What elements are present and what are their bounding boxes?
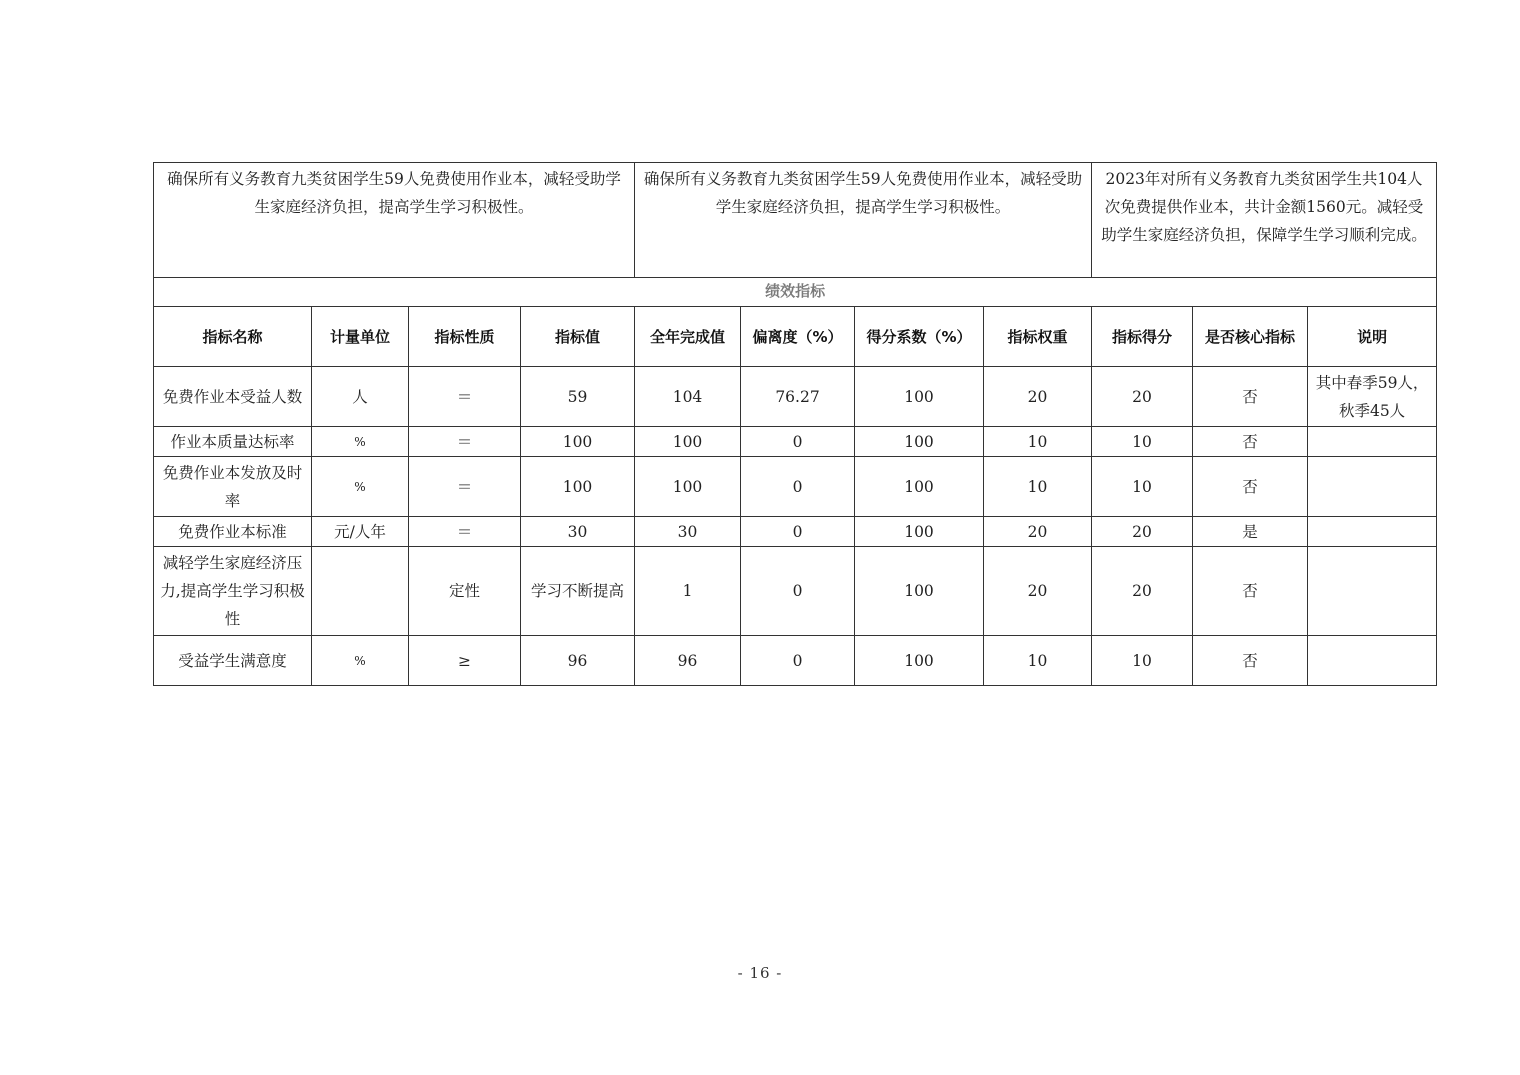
page-number: - 16 - — [737, 964, 783, 982]
cell-score: 20 — [1092, 367, 1193, 427]
goal-summary-table — [153, 162, 1437, 278]
table-row — [154, 427, 1437, 457]
cell-remarks: 其中春季59人，秋季45人 — [1308, 367, 1437, 427]
cell-score-coefficient: 100 — [855, 427, 984, 457]
header-score-coefficient: 得分系数（%） — [855, 307, 984, 367]
cell-is-core: 否 — [1193, 636, 1308, 686]
cell-target-value: 100 — [521, 427, 635, 457]
cell-deviation: 0 — [741, 636, 855, 686]
cell-unit: 元/人年 — [312, 517, 409, 547]
cell-weight: 10 — [984, 457, 1092, 517]
table-row — [154, 367, 1437, 427]
cell-target-value: 59 — [521, 367, 635, 427]
cell-remarks — [1308, 636, 1437, 686]
header-unit: 计量单位 — [312, 307, 409, 367]
cell-indicator-name: 免费作业本发放及时率 — [154, 457, 312, 517]
cell-indicator-name: 免费作业本受益人数 — [154, 367, 312, 427]
cell-remarks — [1308, 547, 1437, 636]
cell-indicator-name: 作业本质量达标率 — [154, 427, 312, 457]
cell-weight: 20 — [984, 367, 1092, 427]
cell-target-value: 学习不断提高 — [521, 547, 635, 636]
cell-remarks — [1308, 517, 1437, 547]
cell-remarks — [1308, 457, 1437, 517]
header-row — [154, 307, 1437, 367]
cell-score-coefficient: 100 — [855, 517, 984, 547]
table-row — [154, 547, 1437, 636]
cell-deviation: 0 — [741, 427, 855, 457]
cell-score: 20 — [1092, 547, 1193, 636]
cell-nature: ＝ — [409, 367, 521, 427]
cell-score-coefficient: 100 — [855, 636, 984, 686]
cell-deviation: 0 — [741, 547, 855, 636]
header-nature: 指标性质 — [409, 307, 521, 367]
cell-unit: % — [312, 636, 409, 686]
cell-score-coefficient: 100 — [855, 547, 984, 636]
cell-indicator-name: 受益学生满意度 — [154, 636, 312, 686]
cell-indicator-name: 减轻学生家庭经济压力,提高学生学习积极性 — [154, 547, 312, 636]
header-target-value: 指标值 — [521, 307, 635, 367]
cell-score: 10 — [1092, 636, 1193, 686]
performance-indicator-table — [153, 276, 1437, 686]
cell-weight: 20 — [984, 517, 1092, 547]
header-weight: 指标权重 — [984, 307, 1092, 367]
cell-unit — [312, 547, 409, 636]
cell-target-value: 96 — [521, 636, 635, 686]
cell-nature: ≥ — [409, 636, 521, 686]
cell-indicator-name: 免费作业本标准 — [154, 517, 312, 547]
cell-nature: ＝ — [409, 457, 521, 517]
cell-score-coefficient: 100 — [855, 457, 984, 517]
cell-annual-completion: 96 — [635, 636, 741, 686]
cell-deviation: 76.27 — [741, 367, 855, 427]
section-title: 绩效指标 — [154, 276, 1437, 307]
cell-score: 10 — [1092, 457, 1193, 517]
table-row — [154, 636, 1437, 686]
header-annual-completion: 全年完成值 — [635, 307, 741, 367]
cell-target-value: 100 — [521, 457, 635, 517]
cell-nature: ＝ — [409, 517, 521, 547]
cell-unit: % — [312, 457, 409, 517]
cell-annual-completion: 100 — [635, 457, 741, 517]
cell-is-core: 否 — [1193, 427, 1308, 457]
cell-unit: % — [312, 427, 409, 457]
goal-summary-row — [154, 163, 1437, 278]
header-score: 指标得分 — [1092, 307, 1193, 367]
cell-nature: ＝ — [409, 427, 521, 457]
cell-weight: 10 — [984, 636, 1092, 686]
cell-is-core: 否 — [1193, 457, 1308, 517]
cell-annual-completion: 100 — [635, 427, 741, 457]
header-deviation: 偏离度（%） — [741, 307, 855, 367]
annual-goal-cell: 确保所有义务教育九类贫困学生59人免费使用作业本，减轻受助学生家庭经济负担，提高学生学习积极性。 — [154, 163, 635, 278]
header-indicator-name: 指标名称 — [154, 307, 312, 367]
cell-weight: 20 — [984, 547, 1092, 636]
actual-completion-cell: 2023年对所有义务教育九类贫困学生共104人次免费提供作业本，共计金额1560元。减轻受助学生家庭经济负担，保障学生学习顺利完成。 — [1092, 163, 1437, 278]
cell-weight: 10 — [984, 427, 1092, 457]
table-row — [154, 517, 1437, 547]
cell-nature: 定性 — [409, 547, 521, 636]
cell-deviation: 0 — [741, 457, 855, 517]
cell-score-coefficient: 100 — [855, 367, 984, 427]
cell-annual-completion: 1 — [635, 547, 741, 636]
cell-is-core: 是 — [1193, 517, 1308, 547]
cell-annual-completion: 30 — [635, 517, 741, 547]
cell-score: 10 — [1092, 427, 1193, 457]
cell-remarks — [1308, 427, 1437, 457]
cell-deviation: 0 — [741, 517, 855, 547]
planned-goal-cell: 确保所有义务教育九类贫困学生59人免费使用作业本，减轻受助学生家庭经济负担，提高学生学习积极性。 — [635, 163, 1092, 278]
table-row — [154, 457, 1437, 517]
header-remarks: 说明 — [1308, 307, 1437, 367]
cell-target-value: 30 — [521, 517, 635, 547]
cell-unit: 人 — [312, 367, 409, 427]
section-title-row — [154, 276, 1437, 307]
cell-annual-completion: 104 — [635, 367, 741, 427]
header-is-core: 是否核心指标 — [1193, 307, 1308, 367]
cell-is-core: 否 — [1193, 367, 1308, 427]
cell-score: 20 — [1092, 517, 1193, 547]
cell-is-core: 否 — [1193, 547, 1308, 636]
